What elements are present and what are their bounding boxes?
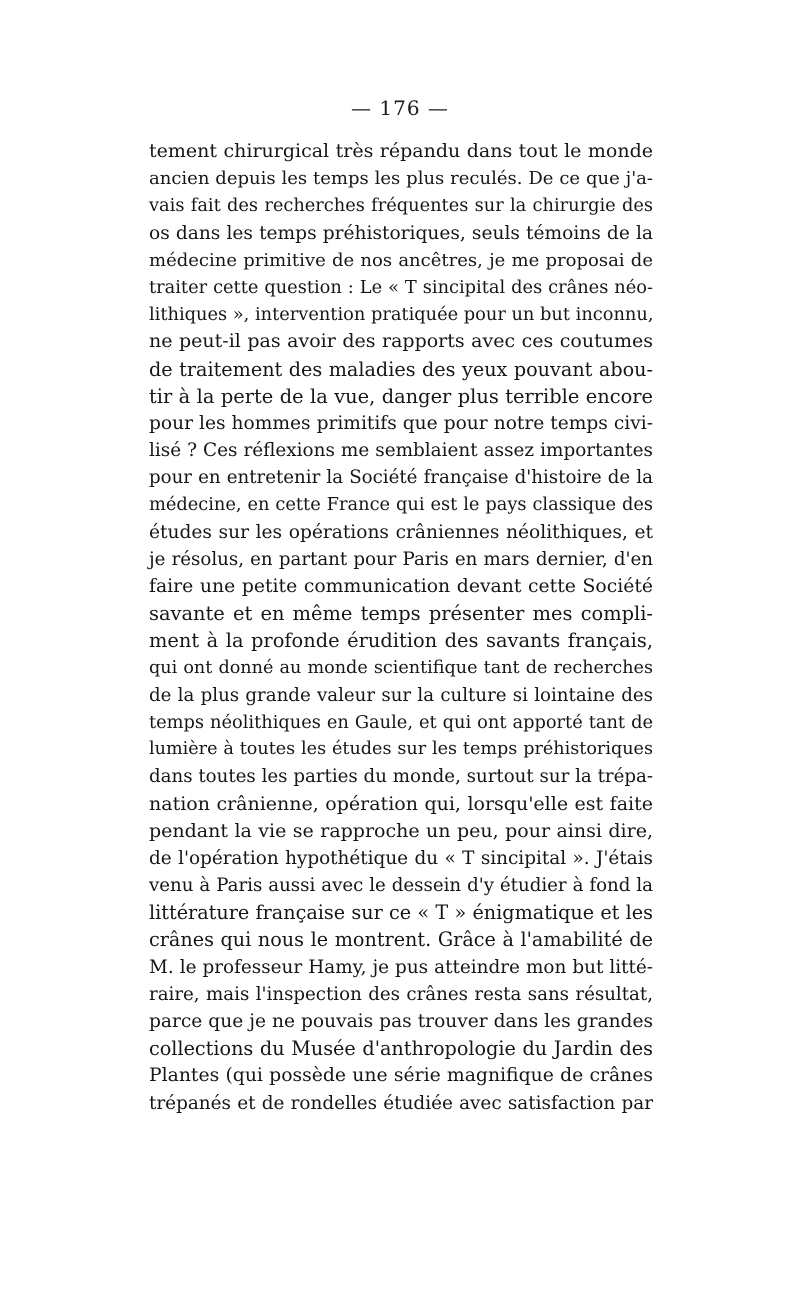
text-line: je résolus, en partant pour Paris en mars dernier, d'en <box>149 548 653 570</box>
text-line: pour les hommes primitifs que pour notre temps civi- <box>149 412 653 434</box>
text-line: Plantes (qui possède une série magnifique de crânes <box>149 1065 653 1087</box>
text-line: dans toutes les parties du monde, surtout sur la trépa- <box>149 766 653 788</box>
text-line: de la plus grande valeur sur la culture si lointaine des <box>149 684 653 706</box>
text-line: études sur les opérations crâniennes néolithiques, et <box>149 521 653 543</box>
text-line: raire, mais l'inspection des crânes resta sans résultat, <box>149 983 653 1005</box>
text-line: os dans les temps préhistoriques, seuls témoins de la <box>149 222 653 244</box>
text-line: faire une petite communication devant cette Société <box>149 576 653 597</box>
text-line: traiter cette question : Le « T sincipital des crânes néo- <box>149 276 653 298</box>
text-line: lithiques », intervention pratiquée pour un but inconnu, <box>149 304 654 326</box>
text-line: collections du Musée d'anthropologie du Jardin des <box>149 1037 653 1061</box>
page-number: — 176 — <box>351 96 449 120</box>
text-line: lumière à toutes les études sur les temps préhistoriques <box>149 739 653 760</box>
text-line: crânes qui nous le montrent. Grâce à l'amabilité de <box>149 928 653 952</box>
text-line: M. le professeur Hamy, je pus atteindre mon but litté- <box>149 956 653 978</box>
text-line: littérature française sur ce « T » énigmatique et les <box>149 901 653 925</box>
text-line: médecine primitive de nos ancêtres, je me proposai de <box>149 249 653 271</box>
text-line: tir à la perte de la vue, danger plus terrible encore <box>149 384 653 408</box>
text-line: venu à Paris aussi avec le dessein d'y étudier à fond la <box>149 875 653 897</box>
text-line: de traitement des maladies des yeux pouvant abou- <box>149 357 653 381</box>
text-line: nation crânienne, opération qui, lorsqu'elle est faite <box>149 792 653 815</box>
text-line: temps néolithiques en Gaule, et qui ont apporté tant de <box>149 711 653 733</box>
text-line: de l'opération hypothétique du « T sincipital ». J'étais <box>149 847 653 869</box>
text-line: médecine, en cette France qui est le pays classique des <box>149 494 653 516</box>
text-line: parce que je ne pouvais pas trouver dans les grandes <box>149 1011 653 1032</box>
text-line: lisé ? Ces réflexions me semblaient assez importantes <box>149 440 653 462</box>
text-line: savante et en même temps présenter mes compli- <box>149 602 653 626</box>
text-line: tement chirurgical très répandu dans tout le monde <box>149 140 653 162</box>
body-text <box>149 138 653 1117</box>
text-line: ment à la profonde érudition des savants français, <box>149 629 653 653</box>
text-line: ancien depuis les temps les plus reculés. De ce que j'a- <box>149 168 653 190</box>
text-line: ne peut-il pas avoir des rapports avec ces coutumes <box>149 330 653 353</box>
text-line: qui ont donné au monde scientifique tant de recherches <box>149 657 653 678</box>
text-line: vais fait des recherches fréquentes sur la chirurgie des <box>149 195 653 217</box>
text-line: pendant la vie se rapproche un peu, pour ainsi dire, <box>149 819 653 842</box>
text-line: trépanés et de rondelles étudiée avec satisfaction par <box>149 1092 653 1114</box>
text-line: pour en entretenir la Société française d'histoire de la <box>149 467 653 489</box>
